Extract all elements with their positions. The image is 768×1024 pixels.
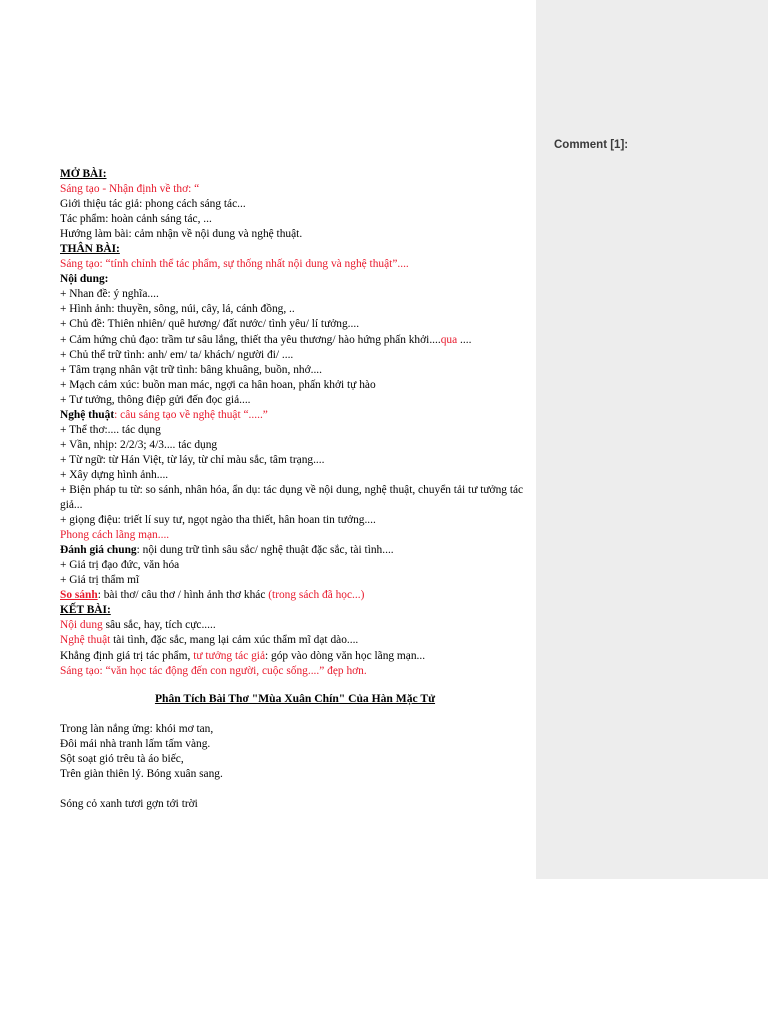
ket-bai-sang-tao: Sáng tạo: “văn học tác động đến con người, cuộc sống....” đẹp hơn. (60, 664, 367, 677)
cam-hung-text: + Cảm hứng chủ đạo: trầm tư sâu lắng, thiết tha yêu thương/ hào hứng phấn khởi.... (60, 333, 441, 346)
so-sanh-line (60, 588, 530, 603)
cam-hung-tail: .... (457, 333, 472, 346)
cam-hung-qua: qua (440, 333, 458, 346)
danh-gia-line (60, 543, 530, 558)
mo-bai-heading: MỞ BÀI: (60, 168, 107, 180)
nghe-thuat-item: + Vần, nhịp: 2/2/3; 4/3.... tác dụng (60, 438, 218, 451)
nghe-thuat-note: : câu sáng tạo về nghệ thuật “.....” (114, 408, 268, 421)
ket-bai-noi-dung-label: Nội dung (60, 619, 103, 632)
noi-dung-item-cam-hung (60, 333, 530, 348)
noi-dung-item: + Tâm trạng nhân vật trữ tình: bâng khuâng, buồn, nhớ.... (60, 363, 323, 376)
poem-line: Đôi mái nhà tranh lấm tấm vàng. (60, 738, 211, 751)
nghe-thuat-line (60, 408, 530, 423)
comment-pane (536, 0, 768, 879)
nghe-thuat-item: + Từ ngữ: từ Hán Việt, từ láy, từ chỉ màu sắc, tâm trạng.... (60, 453, 325, 466)
nghe-thuat-item: + giọng điệu: triết lí suy tư, ngọt ngào tha thiết, hân hoan tin tưởng.... (60, 514, 376, 527)
nghe-thuat-item: + Xây dựng hình ảnh.... (60, 468, 169, 481)
than-bai-heading: THÂN BÀI: (60, 243, 120, 256)
poem-line: Sột soạt gió trêu tà áo biếc, (60, 753, 184, 766)
so-sanh-text: : bài thơ/ câu thơ / hình ảnh thơ khác (97, 589, 269, 602)
poem-line: Trong làn nắng ửng: khói mơ tan, (60, 723, 214, 735)
mo-bai-sang-tao: Sáng tạo - Nhận định về thơ: “ (60, 183, 200, 196)
ket-bai-nghe-thuat (60, 633, 530, 648)
nghe-thuat-heading: Nghệ thuật (60, 408, 115, 421)
nghe-thuat-item: + Biện pháp tu từ: so sánh, nhân hóa, ẩn dụ: tác dụng về nội dung, nghệ thuật, chuyển tải tư tưởng tác giả... (60, 483, 524, 512)
khang-dinh-red: tư tưởng tác giả (193, 649, 266, 662)
ket-bai-nghe-thuat-label: Nghệ thuật (60, 634, 111, 647)
ket-bai-nghe-thuat-text: tài tình, đặc sắc, mang lại cảm xúc thẩm mĩ dạt dào.... (110, 634, 359, 647)
mo-bai-line: Tác phẩm: hoàn cảnh sáng tác, ... (60, 213, 212, 226)
khang-dinh-tail: : góp vào dòng văn học lãng mạn... (265, 649, 426, 662)
danh-gia-heading: Đánh giá chung (60, 544, 137, 557)
noi-dung-item: + Chủ thể trữ tình: anh/ em/ ta/ khách/ người đi/ .... (60, 348, 294, 361)
nghe-thuat-item: + Thể thơ:.... tác dụng (60, 423, 161, 436)
poem-line: Sóng cỏ xanh tươi gợn tới trời (60, 798, 198, 811)
khang-dinh-text: Khẳng định giá trị tác phẩm, (60, 649, 194, 662)
so-sanh-note: (trong sách đã học...) (268, 589, 365, 602)
danh-gia-item: + Giá trị đạo đức, văn hóa (60, 559, 180, 572)
outline-content (60, 167, 530, 679)
danh-gia-text: : nội dung trữ tình sâu sắc/ nghệ thuật đặc sắc, tài tình.... (136, 544, 394, 557)
noi-dung-item: + Chủ đề: Thiên nhiên/ quê hương/ đất nước/ tình yêu/ lí tưởng.... (60, 318, 360, 331)
mo-bai-line: Hướng làm bài: cảm nhận về nội dung và nghệ thuật. (60, 228, 303, 241)
poem-title: Phân Tích Bài Thơ "Mùa Xuân Chín" Của Hàn Mặc Tử (154, 692, 436, 705)
noi-dung-item: + Nhan đề: ý nghĩa.... (60, 288, 159, 301)
noi-dung-item: + Mạch cảm xúc: buồn man mác, ngợi ca hân hoan, phấn khởi tự hào (60, 378, 376, 391)
than-bai-sang-tao: Sáng tạo: “tính chỉnh thể tác phẩm, sự thống nhất nội dung và nghệ thuật”.... (60, 258, 409, 271)
ket-bai-heading: KẾT BÀI: (60, 604, 111, 617)
ket-bai-khang-dinh (60, 649, 530, 664)
phong-cach-line: Phong cách lãng mạn.... (60, 529, 170, 542)
noi-dung-heading: Nội dung: (60, 273, 109, 286)
poem-line: Trên giàn thiên lý. Bóng xuân sang. (60, 768, 223, 781)
stanza-gap (60, 782, 530, 797)
comment-header[interactable]: Comment [1]: (554, 139, 629, 151)
ket-bai-noi-dung (60, 618, 530, 633)
noi-dung-item: + Hình ảnh: thuyền, sông, núi, cây, lá, cánh đồng, .. (60, 303, 295, 316)
ket-bai-noi-dung-text: sâu sắc, hay, tích cực..... (102, 619, 216, 632)
mo-bai-line: Giới thiệu tác giả: phong cách sáng tác... (60, 198, 246, 211)
noi-dung-item: + Tư tưởng, thông điệp gửi đến đọc giả.... (60, 393, 251, 406)
so-sanh-label: So sánh (60, 589, 98, 602)
danh-gia-item: + Giá trị thẩm mĩ (60, 574, 140, 587)
poem-body (60, 722, 530, 812)
